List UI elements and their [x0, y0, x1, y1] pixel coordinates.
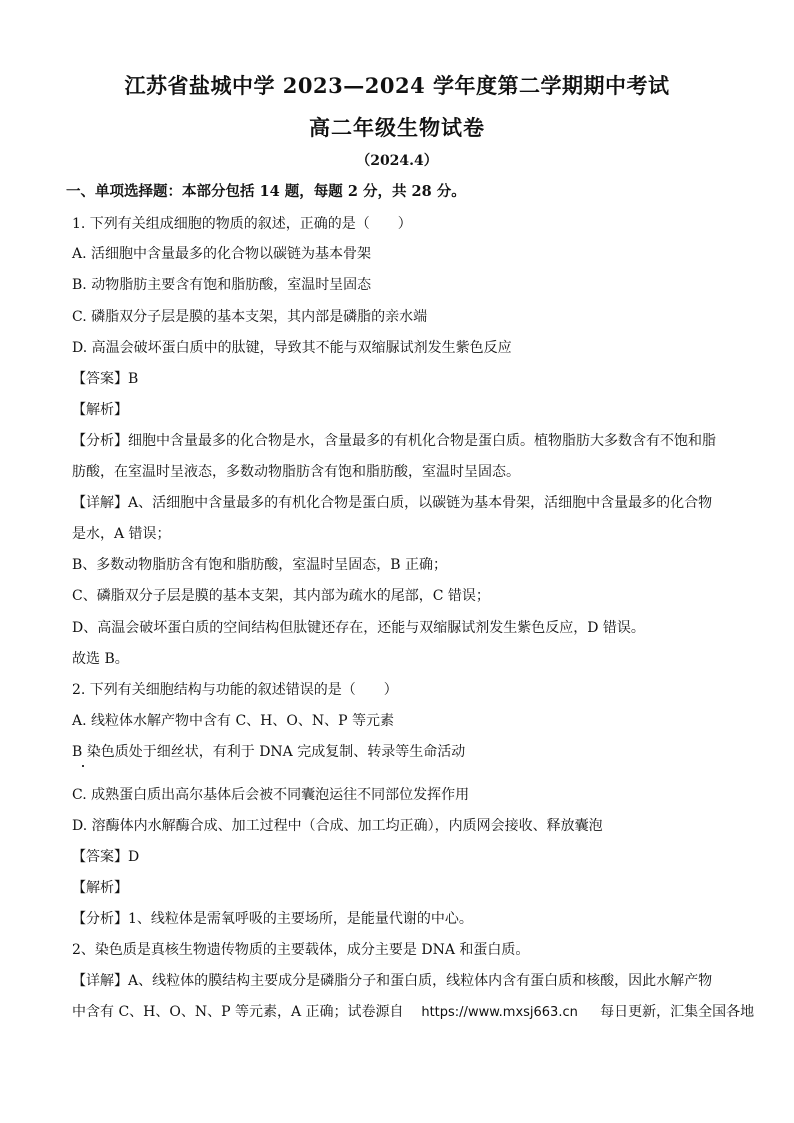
q2-answer: 【答案】D	[72, 849, 140, 865]
q2-stem: 2. 下列有关细胞结构与功能的叙述错误的是（ ）	[72, 682, 398, 698]
q1-detail-b: B、多数动物脂肪含有饱和脂肪酸，室温时呈固态，B 正确；	[72, 557, 448, 573]
q2-fenxi-line2: 2、染色质是真核生物遗传物质的主要载体，成分主要是 DNA 和蛋白质。	[72, 942, 530, 958]
q1-detail-c: C、磷脂双分子层是膜的基本支架，其内部为疏水的尾部，C 错误；	[72, 588, 490, 604]
q2-detail-line2-text: 中含有 C、H、O、N、P 等元素，A 正确；试卷源自	[72, 1004, 404, 1020]
stray-dot	[82, 765, 84, 767]
section-heading: 一、单项选择题：本部分包括 14 题，每题 2 分，共 28 分。	[66, 183, 466, 200]
q1-analysis-label: 【解析】	[72, 402, 128, 418]
q1-stem: 1. 下列有关组成细胞的物质的叙述，正确的是（ ）	[72, 216, 412, 232]
update-note: 每日更新，汇集全国各地	[600, 1004, 755, 1020]
q1-detail-line2: 是水，A 错误；	[72, 526, 171, 542]
exam-date: （2024.4）	[356, 153, 438, 169]
exam-title: 江苏省盐城中学 2023—2024 学年度第二学期期中考试	[124, 73, 670, 98]
q1-fenxi-line2: 肪酸，在室温时呈液态，多数动物脂肪含有饱和脂肪酸，室温时呈固态。	[72, 464, 520, 480]
q1-option-a: A. 活细胞中含量最多的化合物以碳链为基本骨架	[72, 246, 372, 262]
q2-detail-line1: 【详解】A、线粒体的膜结构主要成分是磷脂分子和蛋白质，线粒体内含有蛋白质和核酸，因此水解产物	[72, 973, 713, 989]
q2-option-a: A. 线粒体水解产物中含有 C、H、O、N、P 等元素	[72, 713, 394, 729]
q1-detail-d: D、高温会破坏蛋白质的空间结构但肽键还存在，还能与双缩脲试剂发生紫色反应，D 错误。	[72, 620, 645, 636]
source-link[interactable]: https://www.mxsj663.cn	[421, 1005, 578, 1020]
q2-detail-line2	[72, 1003, 755, 1022]
q2-option-b: B 染色质处于细丝状，有利于 DNA 完成复制、转录等生命活动	[72, 744, 466, 760]
q2-option-d: D. 溶酶体内水解酶合成、加工过程中（合成、加工均正确），内质网会接收、释放囊泡	[72, 818, 603, 834]
q2-analysis-label: 【解析】	[72, 880, 128, 896]
q1-option-c: C. 磷脂双分子层是膜的基本支架，其内部是磷脂的亲水端	[72, 309, 428, 325]
q1-choose: 故选 B。	[72, 651, 129, 667]
q2-option-c: C. 成熟蛋白质出高尔基体后会被不同囊泡运往不同部位发挥作用	[72, 787, 470, 803]
q1-fenxi-line1: 【分析】细胞中含量最多的化合物是水，含量最多的有机化合物是蛋白质。植物脂肪大多数含有不饱和脂	[72, 433, 716, 449]
q1-option-d: D. 高温会破坏蛋白质中的肽键，导致其不能与双缩脲试剂发生紫色反应	[72, 340, 512, 356]
exam-subtitle: 高二年级生物试卷	[309, 115, 485, 140]
q2-fenxi-line1: 【分析】1、线粒体是需氧呼吸的主要场所，是能量代谢的中心。	[72, 911, 473, 927]
q1-option-b: B. 动物脂肪主要含有饱和脂肪酸，室温时呈固态	[72, 277, 372, 293]
q1-detail-line1: 【详解】A、活细胞中含量最多的有机化合物是蛋白质，以碳链为基本骨架，活细胞中含量最多的化合物	[72, 495, 713, 511]
q1-answer: 【答案】B	[72, 371, 139, 387]
